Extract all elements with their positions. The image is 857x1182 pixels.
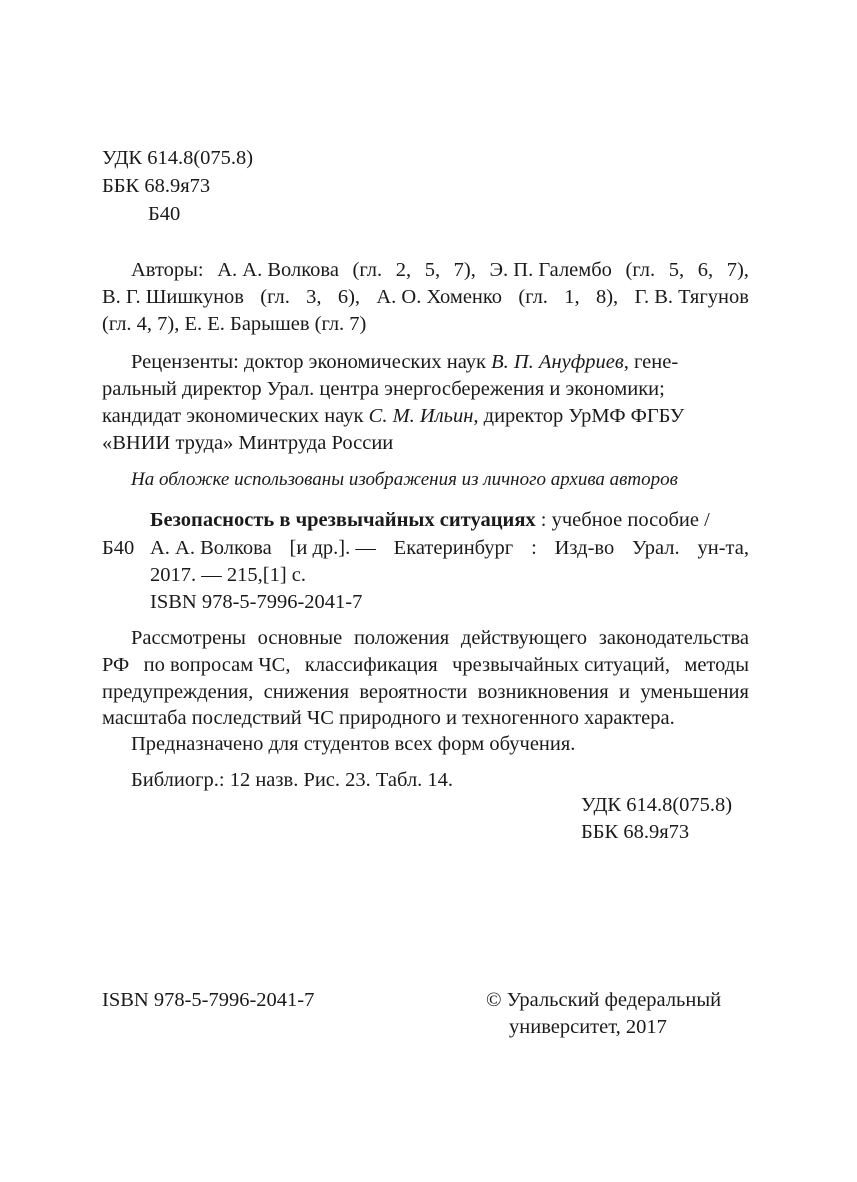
author-mark-biblio: Б40 bbox=[102, 537, 135, 559]
bbk-code-top: ББК 68.9я73 bbox=[102, 175, 211, 197]
copyright-line-1: © Уральский федеральный bbox=[486, 989, 722, 1011]
authors-word: 8), bbox=[595, 286, 619, 308]
authors-word: Э. П. Галембо bbox=[489, 259, 612, 281]
annotation-line-2 bbox=[102, 655, 749, 676]
biblio-stats: Библиогр.: 12 назв. Рис. 23. Табл. 14. bbox=[131, 769, 454, 791]
annotation-word: вероятности bbox=[359, 681, 468, 703]
annotation-line-4: масштаба последствий ЧС природного и техногенного характера. bbox=[102, 707, 675, 729]
cover-note: На обложке использованы изображения из личного архива авторов bbox=[131, 469, 678, 490]
reviewers-line-1 bbox=[131, 352, 749, 373]
authors-word: 1, bbox=[564, 286, 580, 308]
annotation-word: положения bbox=[353, 627, 450, 649]
biblio-word: Урал. bbox=[632, 537, 680, 559]
author-mark-top: Б40 bbox=[148, 203, 181, 225]
book-title: Безопасность в чрезвычайных ситуациях bbox=[150, 509, 536, 531]
bbk-code-bottom: ББК 68.9я73 bbox=[581, 821, 690, 843]
authors-word: 5, bbox=[424, 259, 441, 281]
annotation-word: классификация bbox=[304, 654, 438, 676]
reviewers-line-2: ральный директор Урал. центра энергосбережения и экономики; bbox=[102, 378, 665, 400]
authors-line-3: (гл. 4, 7), Е. Е. Барышев (гл. 7) bbox=[102, 313, 367, 335]
authors-word: (гл. bbox=[625, 259, 656, 281]
annotation-word: снижения bbox=[263, 681, 349, 703]
udk-code-top: УДК 614.8(075.8) bbox=[102, 147, 254, 169]
biblio-word: [и др.]. — bbox=[289, 537, 376, 559]
annotation-word: по вопросам ЧС, bbox=[143, 654, 291, 676]
annotation-word: методы bbox=[684, 654, 749, 676]
biblio-word: А. А. Волкова bbox=[150, 537, 272, 559]
annotation-word: предупреждения, bbox=[102, 681, 254, 703]
authors-word: 6), bbox=[337, 286, 361, 308]
authors-word: 6, bbox=[697, 259, 714, 281]
authors-word: А. А. Волкова bbox=[217, 259, 339, 281]
authors-word: Г. В. Тягунов bbox=[634, 286, 749, 308]
biblio-word: Екатеринбург bbox=[393, 537, 514, 559]
reviewers-line-3: кандидат экономических наук С. М. Ильин, директор УрМФ ФГБУ bbox=[102, 405, 685, 427]
annotation-line-3 bbox=[102, 682, 749, 703]
authors-word: Авторы: bbox=[131, 259, 204, 281]
authors-line-2 bbox=[102, 287, 749, 308]
biblio-word: ун-та, bbox=[697, 537, 749, 559]
annotation-word: уменьшения bbox=[640, 681, 749, 703]
annotation-word: Рассмотрены bbox=[131, 627, 246, 649]
authors-word: 7), bbox=[726, 259, 749, 281]
biblio-isbn: ISBN 978-5-7996-2041-7 bbox=[150, 591, 363, 613]
authors-word: (гл. bbox=[260, 286, 290, 308]
biblio-word: Изд-во bbox=[554, 537, 615, 559]
udk-code-bottom: УДК 614.8(075.8) bbox=[581, 794, 733, 816]
annotation-word: и bbox=[619, 681, 630, 703]
biblio-title-line: Безопасность в чрезвычайных ситуациях : учебное пособие / bbox=[150, 509, 710, 531]
biblio-line-2 bbox=[150, 538, 749, 559]
annotation-line-1 bbox=[131, 628, 749, 649]
reviewer-name: С. М. Ильин bbox=[368, 405, 474, 427]
annotation-word: законодательства bbox=[598, 627, 749, 649]
authors-line-1 bbox=[131, 260, 749, 281]
authors-word: (гл. bbox=[518, 286, 548, 308]
annotation-line-5: Предназначено для студентов всех форм обучения. bbox=[131, 733, 576, 755]
annotation-word: основные bbox=[257, 627, 343, 649]
authors-word: В. Г. Шишкунов bbox=[102, 286, 244, 308]
annotation-word: возникновения bbox=[477, 681, 609, 703]
copyright-line-2: университет, 2017 bbox=[509, 1016, 667, 1038]
reviewers-line-4: «ВНИИ труда» Минтруда России bbox=[102, 432, 394, 454]
annotation-word: действующего bbox=[460, 627, 588, 649]
footer-isbn: ISBN 978-5-7996-2041-7 bbox=[102, 989, 315, 1011]
reviewer-name: В. П. Ануфриев bbox=[491, 351, 624, 373]
authors-word: А. О. Хоменко bbox=[376, 286, 503, 308]
biblio-word: : bbox=[531, 537, 537, 559]
authors-word: 7), bbox=[453, 259, 476, 281]
authors-word: 5, bbox=[668, 259, 685, 281]
reviewers-text: Рецензенты: доктор экономических наук В. П. Ануфриев, гене- bbox=[131, 351, 679, 373]
biblio-line-3: 2017. — 215,[1] с. bbox=[150, 564, 307, 586]
authors-word: 3, bbox=[306, 286, 322, 308]
authors-word: 2, bbox=[395, 259, 412, 281]
authors-word: (гл. bbox=[352, 259, 383, 281]
annotation-word: РФ bbox=[102, 654, 130, 676]
annotation-word: чрезвычайных ситуаций, bbox=[452, 654, 670, 676]
